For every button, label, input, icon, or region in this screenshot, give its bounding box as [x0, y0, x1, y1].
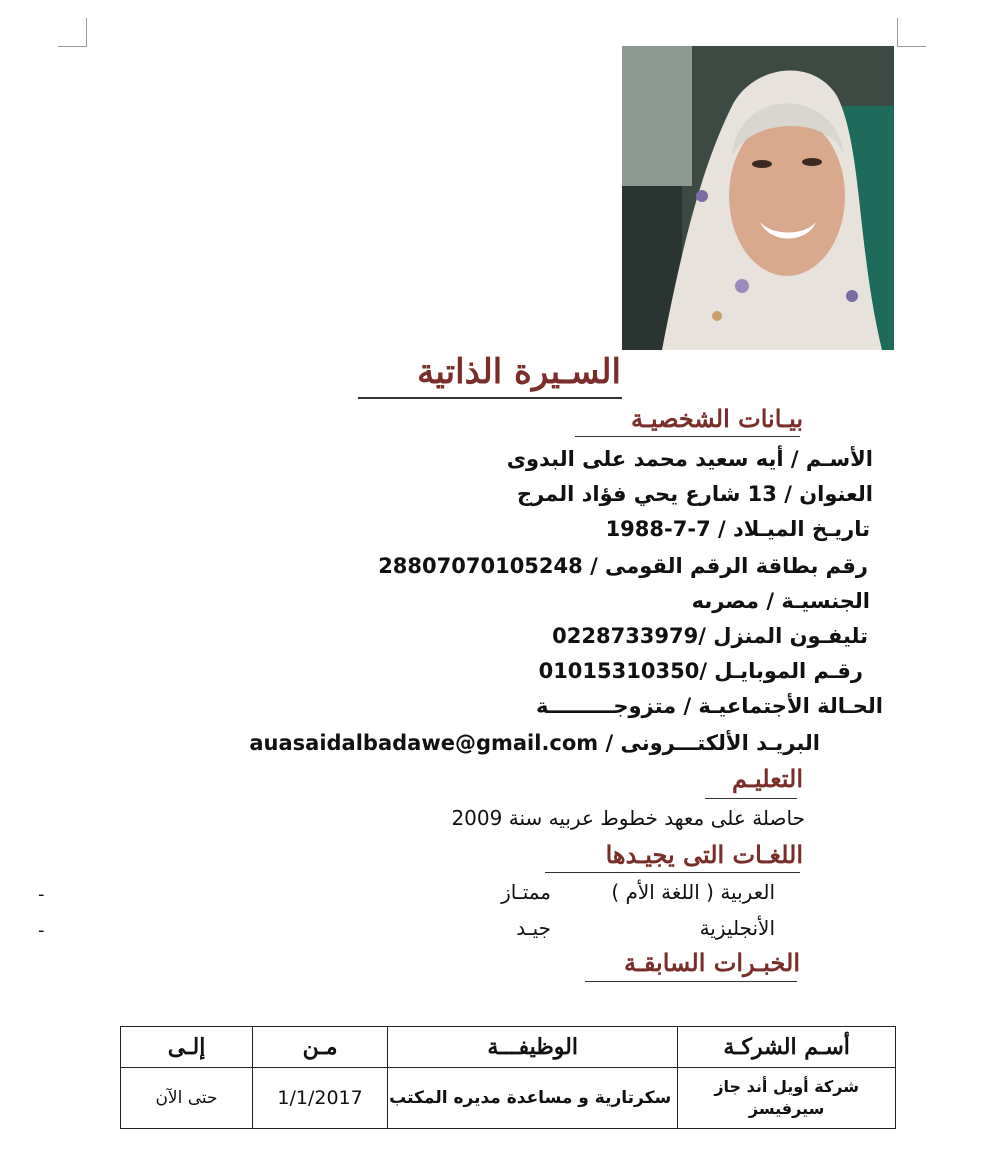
section-heading-personal: بيـانات الشخصيـة: [630, 404, 803, 433]
info-nationality: الجنسيـة / مصرىه: [691, 589, 870, 613]
info-name: الأسـم / أيه سعيد محمد على البدوى: [506, 447, 873, 471]
table-row: [121, 1068, 896, 1129]
list-bullet: -: [38, 884, 45, 905]
info-birthdate: تاريـخ الميـلاد / 7-7-1988: [605, 517, 870, 541]
language-name: الأنجليزية: [699, 916, 775, 940]
section-heading-education: التعليـم: [732, 764, 803, 793]
cell-company: شركة أويل أند جاز سيرفيسز: [678, 1068, 896, 1129]
info-email: البريـد الألكتـــرونى / auasaidalbadawe@gmail.com: [249, 731, 820, 755]
info-national-id: رقم بطاقة الرقم القومى / 28807070105248: [378, 554, 868, 578]
title-underline: [358, 397, 622, 399]
education-text: حاصلة على معهد خطوط عربيه سنة 2009: [451, 806, 805, 830]
section-underline: [545, 872, 800, 873]
page-title: السـيرة الذاتية: [417, 352, 621, 392]
experience-table: [120, 1026, 896, 1129]
list-bullet: -: [38, 920, 45, 941]
table-header-row: [121, 1027, 896, 1068]
section-underline: [585, 981, 797, 982]
profile-photo: [622, 46, 894, 350]
info-mobile: رقـم الموبايـل /01015310350: [538, 659, 863, 683]
language-level: جيـد: [516, 916, 551, 940]
cell-from: 1/1/2017: [253, 1068, 388, 1129]
section-heading-languages: اللغـات التى يجيـدها: [605, 840, 803, 869]
header-to: إلـى: [121, 1027, 253, 1068]
info-address: العنوان / 13 شارع يحي فؤاد المرج: [516, 482, 873, 506]
language-name: العربية ( اللغة الأم ): [611, 880, 775, 904]
info-marital-status: الحـالة الأجتماعيـة / متزوجـــــــــة: [535, 694, 883, 718]
cell-to: حتى الآن: [121, 1068, 253, 1129]
cell-job: سكرتارية و مساعدة مديره المكتب: [388, 1068, 678, 1129]
header-company: أسـم الشركـة: [678, 1027, 896, 1068]
header-from: مـن: [253, 1027, 388, 1068]
info-home-phone: تليفـون المنزل /0228733979: [552, 624, 868, 648]
page-corner-mark: [897, 18, 926, 47]
section-heading-experience: الخبـرات السابقـة: [623, 948, 800, 977]
language-level: ممتـاز: [501, 880, 551, 904]
header-job: الوظيفـــة: [388, 1027, 678, 1068]
section-underline: [705, 798, 797, 799]
section-underline: [575, 436, 800, 437]
page-corner-mark: [58, 18, 87, 47]
